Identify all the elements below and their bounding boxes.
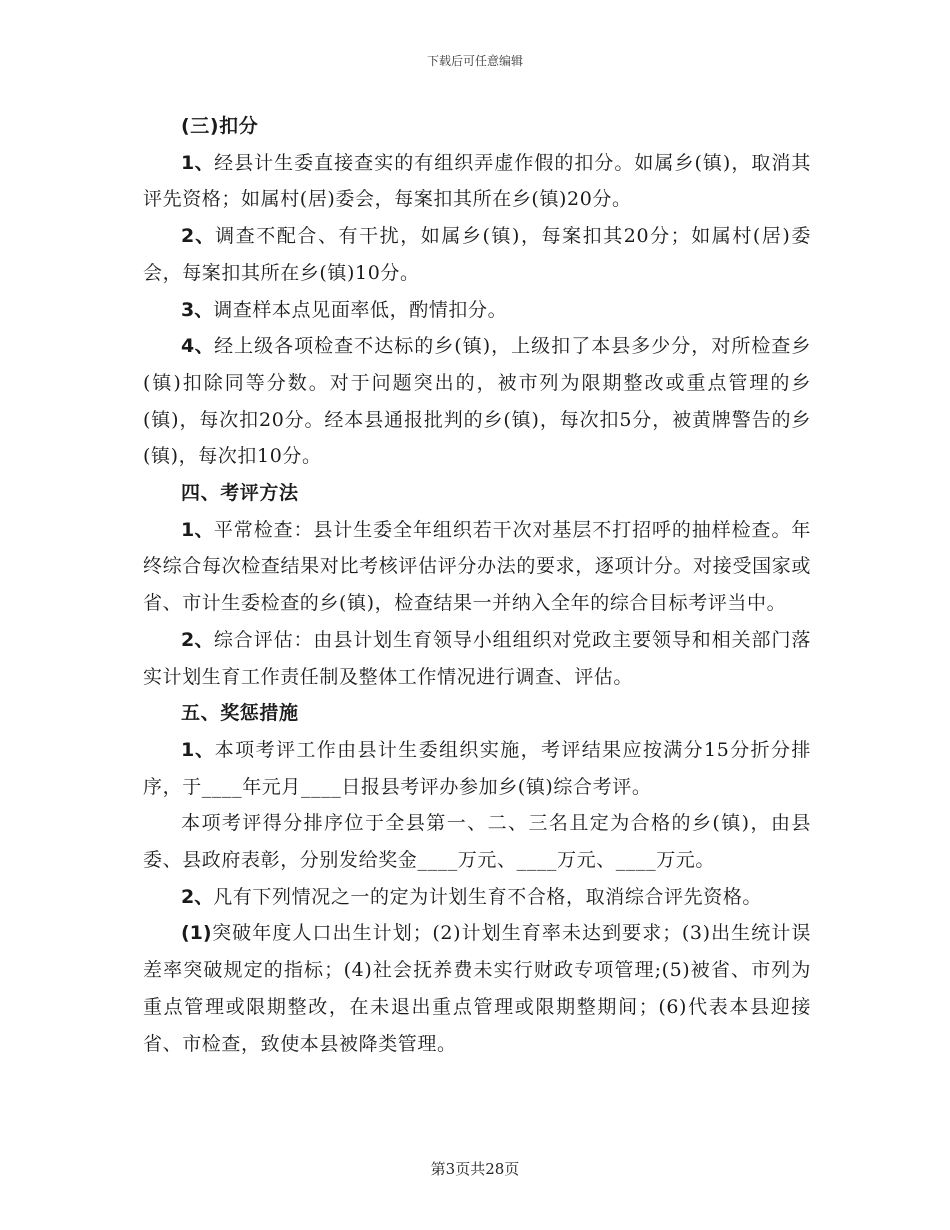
paragraph xyxy=(143,512,811,622)
item-number: (1) xyxy=(181,922,212,945)
paragraph xyxy=(143,805,811,878)
paragraph-text: 经县计生委直接查实的有组织弄虚作假的扣分。如属乡(镇)，取消其评先资格；如属村(居)委会，每案扣其所在乡(镇)20分。 xyxy=(143,151,811,211)
paragraph-text: 凡有下列情况之一的定为计划生育不合格，取消综合评先资格。 xyxy=(213,885,763,908)
paragraph-text: 突破年度人口出生计划；(2)计划生育率未达到要求；(3)出生统计误差率突破规定的指标；(4)社会抚养费未实行财政专项管理;(5)被省、市列为重点管理或限期整改，在未退出重点管理或限期整期间；(6)代表本县迎接省、市检查，致使本县被降类管理。 xyxy=(143,922,811,1055)
item-number: 1、 xyxy=(181,518,214,541)
paragraph-text: 调查不配合、有干扰，如属乡(镇)，每案扣其20分；如属村(居)委会，每案扣其所在乡(镇)10分。 xyxy=(143,225,811,284)
section-heading-deductions: (三)扣分 xyxy=(181,115,259,137)
section-heading-rewards-penalties: 五、奖惩措施 xyxy=(181,702,299,725)
page-number: 第3页共28页 xyxy=(430,1160,520,1178)
paragraph xyxy=(143,145,811,218)
paragraph xyxy=(143,328,811,475)
paragraph xyxy=(143,732,811,805)
paragraph-text: 本项考评得分排序位于全县第一、二、三名且定为合格的乡(镇)，由县委、县政府表彰，分别发给奖金____万元、____万元、____万元。 xyxy=(143,812,811,872)
item-number: 3、 xyxy=(181,298,214,321)
section-heading-evaluation-method: 四、考评方法 xyxy=(181,482,299,505)
paragraph xyxy=(143,879,811,916)
paragraph-text: 调查样本点见面率低，酌情扣分。 xyxy=(213,298,508,321)
header-note: 下载后可任意编辑 xyxy=(426,54,523,68)
paragraph-text: 综合评估：由县计划生育领导小组组织对党政主要领导和相关部门落实计划生育工作责任制及整体工作情况进行调查、评估。 xyxy=(143,628,811,688)
item-number: 1、 xyxy=(181,151,215,174)
item-number: 2、 xyxy=(181,628,214,651)
item-number: 2、 xyxy=(181,885,214,908)
item-number: 1、 xyxy=(181,738,215,761)
paragraph-text: 平常检查：县计生委全年组织若干次对基层不打招呼的抽样检查。年终综合每次检查结果对比考核评估评分办法的要求，逐项计分。对接受国家或省、市计生委检查的乡(镇)，检查结果一并纳入全年的综合目标考评当中。 xyxy=(143,518,811,615)
paragraph-text: 本项考评工作由县计生委组织实施，考评结果应按满分15分折分排序，于____年元月____日报县考评办参加乡(镇)综合考评。 xyxy=(143,738,811,798)
document-body xyxy=(143,108,811,1062)
item-number: 2、 xyxy=(181,225,216,248)
item-number: 4、 xyxy=(181,335,215,358)
paragraph xyxy=(143,218,811,291)
paragraph xyxy=(143,622,811,695)
paragraph xyxy=(143,915,811,1062)
paragraph xyxy=(143,292,811,329)
paragraph-text: 经上级各项检查不达标的乡(镇)，上级扣了本县多少分，对所检查乡(镇)扣除同等分数。对于问题突出的，被市列为限期整改或重点管理的乡(镇)，每次扣20分。经本县通报批判的乡(镇)，每次扣5分，被黄牌警告的乡(镇)，每次扣10分。 xyxy=(143,335,811,468)
